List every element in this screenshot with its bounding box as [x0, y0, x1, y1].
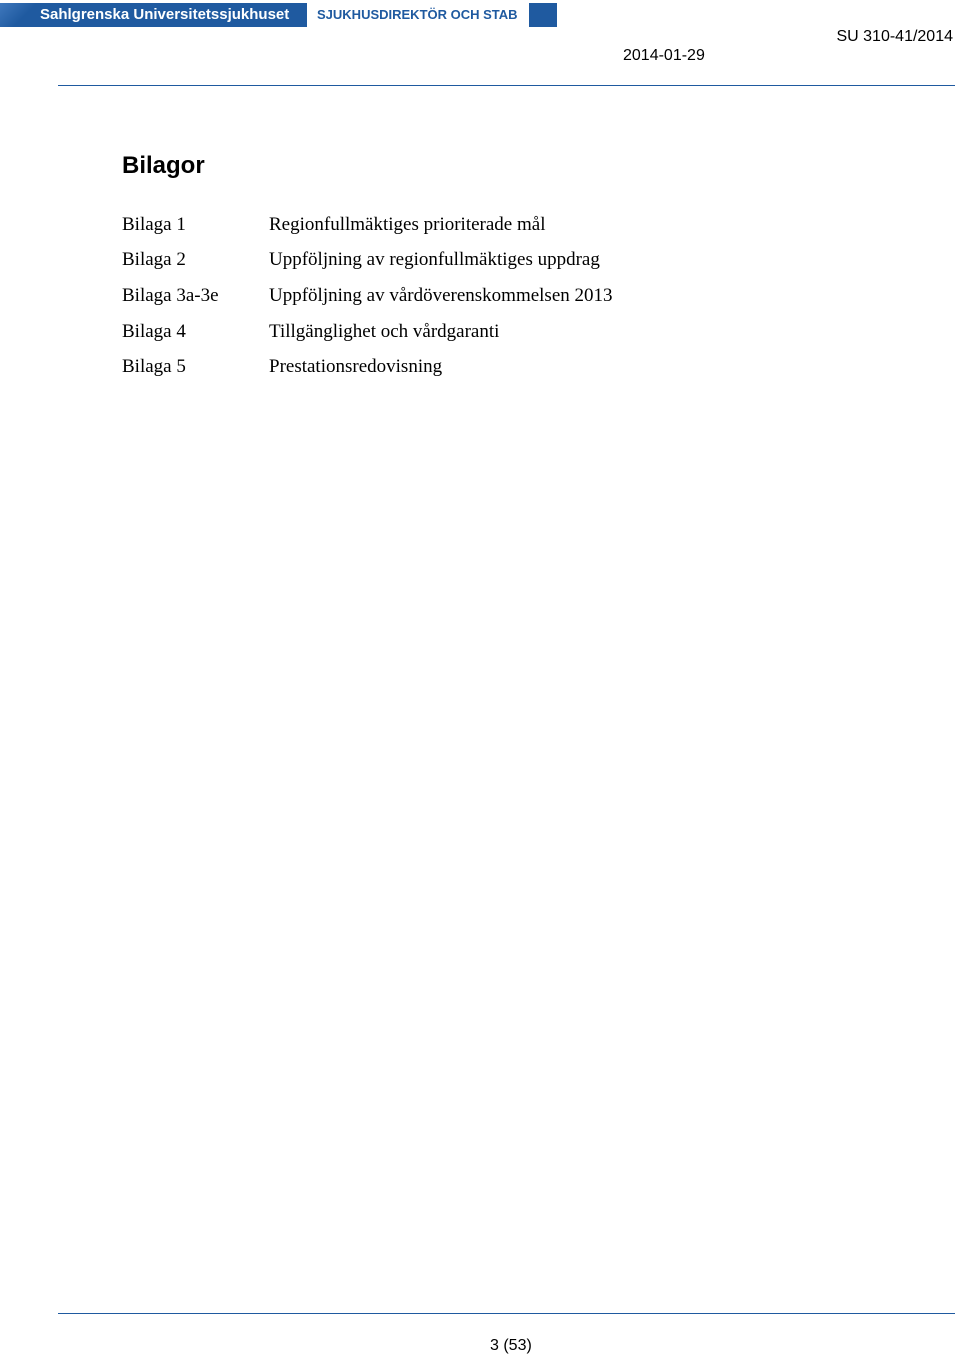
appendix-label: Bilaga 4 — [122, 320, 186, 342]
appendix-list — [122, 207, 613, 385]
header-divider — [58, 85, 955, 86]
appendix-item — [122, 278, 613, 314]
appendix-label: Bilaga 3a-3e — [122, 284, 219, 306]
document-date: 2014-01-29 — [623, 47, 705, 64]
appendix-description: Tillgänglighet och vårdgaranti — [269, 320, 500, 342]
appendix-description: Uppföljning av regionfullmäktiges uppdrag — [269, 249, 600, 271]
org-logo-bar — [0, 3, 307, 27]
appendix-label: Bilaga 2 — [122, 249, 186, 271]
document-reference: SU 310-41/2014 — [836, 28, 953, 45]
appendix-item — [122, 314, 613, 350]
org-name: Sahlgrenska Universitetssjukhuset — [40, 6, 290, 23]
page-number: 3 (53) — [490, 1337, 532, 1354]
department-name: SJUKHUSDIREKTÖR OCH STAB — [307, 3, 529, 27]
appendix-description: Prestationsredovisning — [269, 356, 443, 378]
appendix-item — [122, 243, 613, 279]
appendix-label: Bilaga 1 — [122, 213, 186, 235]
header-banner — [0, 3, 557, 27]
appendix-description: Uppföljning av vårdöverenskommelsen 2013 — [269, 284, 613, 306]
banner-end-block — [529, 3, 557, 27]
appendix-item — [122, 349, 613, 385]
footer-divider — [58, 1313, 955, 1314]
appendix-description: Regionfullmäktiges prioriterade mål — [269, 213, 546, 235]
appendix-item — [122, 207, 613, 243]
page-title: Bilagor — [122, 152, 205, 179]
appendix-label: Bilaga 5 — [122, 356, 186, 378]
